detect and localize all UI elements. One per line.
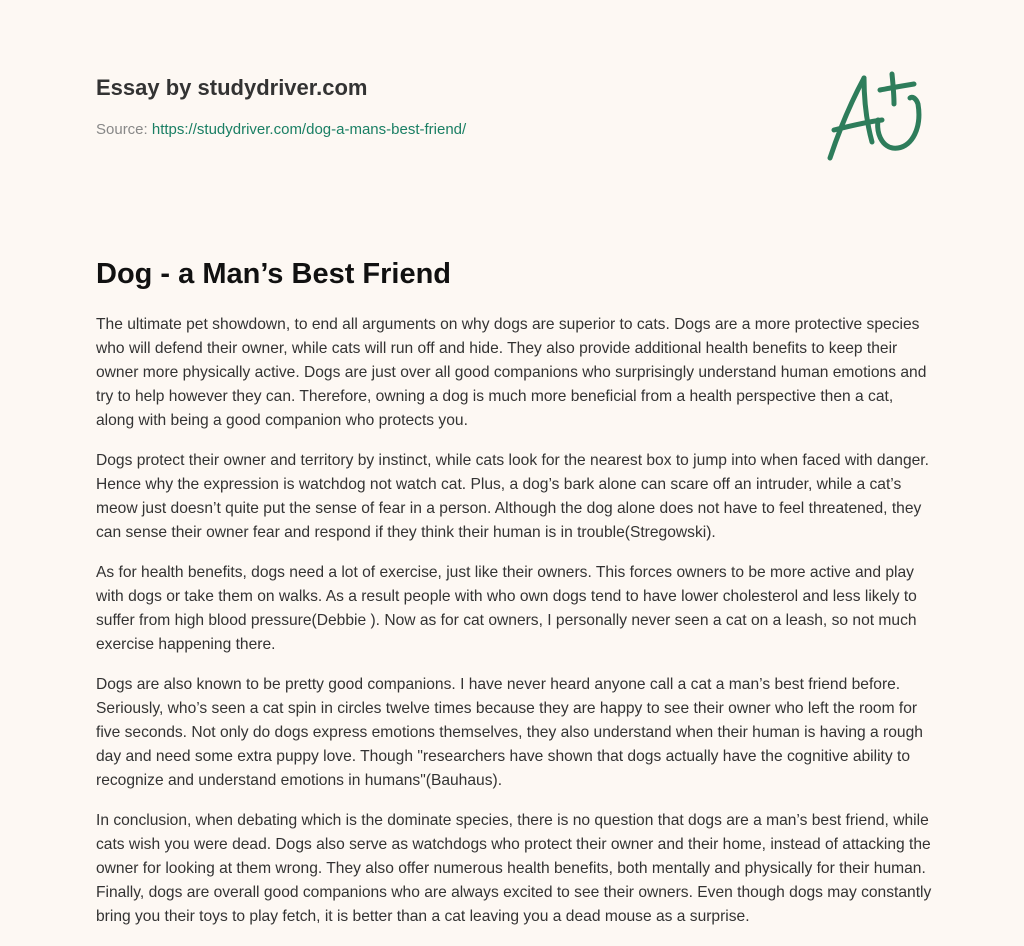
source-link[interactable]: https://studydriver.com/dog-a-mans-best-friend/ [151, 121, 467, 138]
a-plus-grade-icon [824, 68, 928, 164]
page-header [96, 72, 928, 140]
essay-paragraph-1: The ultimate pet showdown, to end all arguments on why dogs are superior to cats. Dogs are a more protective species who will defend their owner, while cats will run off and hide. They also provide additional health benefits to keep their owner more physically active. Dogs are just over all good companions who surprisingly understand human emotions and try to help however they can. Therefore, owning a dog is much more beneficial from a health perspective then a cat, along with being a good companion who protects you. [96, 316, 927, 429]
essay [96, 255, 932, 945]
essay-paragraph-4: Dogs are also known to be pretty good companions. I have never heard anyone call a cat a man’s best friend before. Seriously, who’s seen a cat spin in circles twelve times because they are happy to see their owner who left the room for five seconds. Not only do dogs express emotions themselves, they also understand when their human is having a rough day and need some extra puppy love. Though "researchers have shown that dogs actually have the cognitive ability to recognize and understand emotions in humans"(Bauhaus). [96, 676, 923, 789]
essay-paragraph-2: Dogs protect their owner and territory by instinct, while cats look for the nearest box to jump into when faced with danger. Hence why the expression is watchdog not watch cat. Plus, a dog’s bark alone can scare off an intruder, while a cat’s meow just doesn’t quite put the sense of fear in a person. Although the dog alone does not have to feel threatened, they can sense their owner fear and respond if they think their human is in trouble(Stregowski). [96, 452, 929, 541]
site-title: Essay by studydriver.com [96, 75, 368, 100]
essay-paragraph-3: As for health benefits, dogs need a lot of exercise, just like their owners. This forces owners to be more active and play with dogs or take them on walks. As a result people with who own dogs tend to have lower cholesterol and less likely to suffer from high blood pressure(Debbie ). Now as for cat owners, I personally never seen a cat on a leash, so not much exercise happening there. [96, 564, 917, 653]
source-label: Source: [96, 121, 152, 138]
source-line [96, 120, 928, 140]
essay-title: Dog - a Man’s Best Friend [96, 258, 452, 290]
essay-paragraph-5: In conclusion, when debating which is the dominate species, there is no question that dogs are a man’s best friend, while cats wish you were dead. Dogs also serve as watchdogs who protect their owner and their home, instead of attacking the owner for looking at them wrong. They also offer numerous health benefits, both mentally and physically for their human. Finally, dogs are overall good companions who are always excited to see their owners. Even though dogs may constantly bring you their toys to play fetch, it is better than a cat leaving you a dead mouse as a surprise. [96, 812, 932, 925]
